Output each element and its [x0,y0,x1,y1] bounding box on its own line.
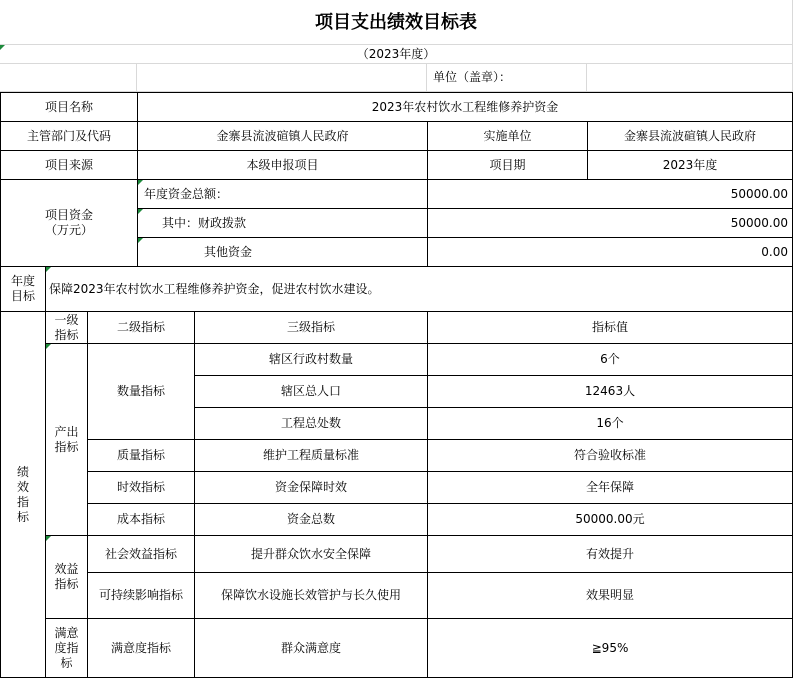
fund-label: 项目资金（万元） [0,179,138,267]
indicator-value: ≧95% [427,618,793,678]
head-level3: 三级指标 [194,311,428,344]
fund-total-value: 50000.00 [427,179,793,209]
unit-stamp-value [587,64,793,92]
source-value: 本级申报项目 [137,150,428,180]
perf-label: 绩效指标 [0,311,46,678]
indicator-name: 保障饮水设施长效管护与长久使用 [194,572,428,619]
indicator-name: 工程总处数 [194,407,428,440]
indicator-value: 效果明显 [427,572,793,619]
unit-stamp-label: 单位（盖章）： [427,64,587,92]
quantity-label: 数量指标 [87,343,195,440]
blank-cell [137,64,427,92]
indicator-value: 有效提升 [427,535,793,573]
indicator-value: 6个 [427,343,793,376]
project-name: 2023年农村饮水工程维修养护资金 [137,92,793,122]
satisfaction-level2: 满意度指标 [87,618,195,678]
time-label: 时效指标 [87,471,195,504]
indicator-name: 辖区总人口 [194,375,428,408]
project-name-label: 项目名称 [0,92,138,122]
indicator-name: 提升群众饮水安全保障 [194,535,428,573]
output-label: 产出指标 [45,343,88,536]
quality-label: 质量指标 [87,439,195,472]
head-value: 指标值 [427,311,793,344]
sustain-label: 可持续影响指标 [87,572,195,619]
period-value: 2023年度 [587,150,793,180]
year-label: （2023年度） [0,45,793,64]
indicator-value: 12463人 [427,375,793,408]
head-level2: 二级指标 [87,311,195,344]
goal-label: 年度目标 [0,266,46,312]
fund-other-label: 其他资金 [137,237,428,267]
benefit-label: 效益指标 [45,535,88,619]
head-level1: 一级指标 [45,311,88,344]
dept-label: 主管部门及代码 [0,121,138,151]
indicator-name: 资金总数 [194,503,428,536]
indicator-value: 符合验收标准 [427,439,793,472]
page-title: 项目支出绩效目标表 [0,0,793,45]
cost-label: 成本指标 [87,503,195,536]
indicator-name: 辖区行政村数量 [194,343,428,376]
period-label: 项目期 [427,150,588,180]
satisfaction-level1: 满意度指标 [45,618,88,678]
indicator-name: 群众满意度 [194,618,428,678]
dept-value: 金寨县流波碹镇人民政府 [137,121,428,151]
goal-value: 保障2023年农村饮水工程维修养护资金，促进农村饮水建设。 [45,266,793,312]
fund-other-value: 0.00 [427,237,793,267]
blank-cell [0,64,137,92]
fund-fiscal-value: 50000.00 [427,208,793,238]
indicator-name: 维护工程质量标准 [194,439,428,472]
impl-label: 实施单位 [427,121,588,151]
fund-total-label: 年度资金总额： [137,179,428,209]
fund-fiscal-label: 其中：财政拨款 [137,208,428,238]
indicator-value: 50000.00元 [427,503,793,536]
impl-value: 金寨县流波碹镇人民政府 [587,121,793,151]
indicator-value: 全年保障 [427,471,793,504]
indicator-name: 资金保障时效 [194,471,428,504]
source-label: 项目来源 [0,150,138,180]
indicator-value: 16个 [427,407,793,440]
social-label: 社会效益指标 [87,535,195,573]
